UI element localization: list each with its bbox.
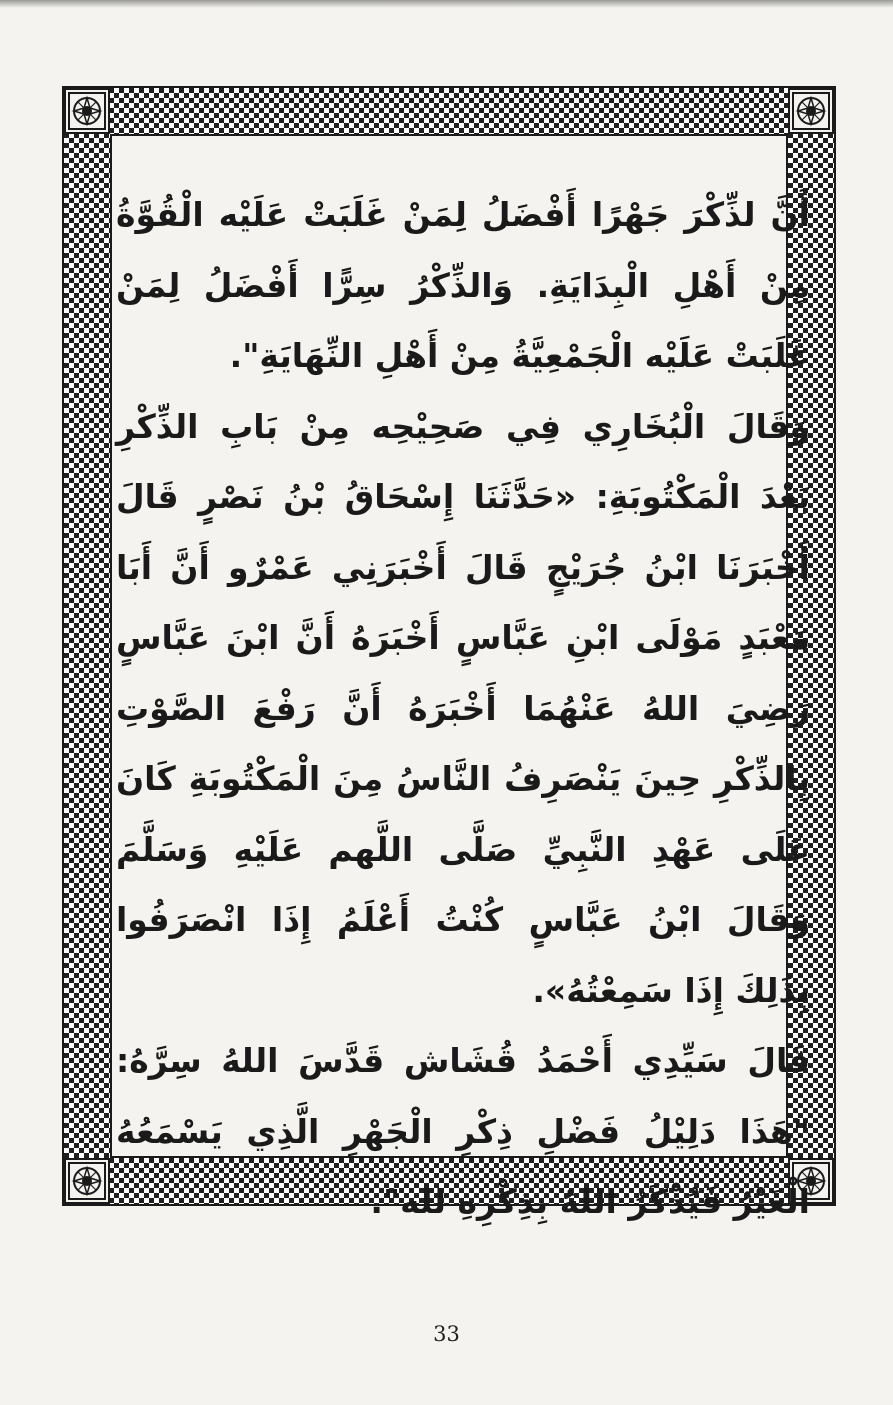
frame-border-top <box>64 88 834 134</box>
page-number: 33 <box>433 1322 460 1346</box>
frame-border-left <box>64 88 110 1204</box>
rosette-ornament-icon <box>64 88 110 134</box>
rosette-ornament-icon <box>64 1158 110 1204</box>
paragraph-2: وَقَالَ الْبُخَارِي فِي صَحِيْحِه مِنْ بَابِ الذِّكْرِ بَعْدَ الْمَكْتُوبَةِ: «حَدَّثَنَا إِسْحَاقُ بْنُ نَصْرٍ قَالَ أَخْبَرَنَا ابْنُ جُرَيْجٍ قَالَ أَخْبَرَنِي عَمْرٌو أَنَّ أَبَا مَعْبَدٍ مَوْلَى ابْنِ عَبَّاسٍ أَخْبَرَهُ أَنَّ ابْنَ عَبَّاسٍ رَضِيَ اللهُ عَنْهُمَا أَخْبَرَهُ أَنَّ رَفْعَ الصَّوْتِ بِالذِّكْرِ حِينَ يَنْصَرِفُ النَّاسُ مِنَ الْمَكْتُوبَةِ كَانَ عَلَى عَهْدِ النَّبِيِّ صَلَّى اللَّهم عَلَيْهِ وَسَلَّمَ وَقَالَ ابْنُ عَبَّاسٍ كُنْتُ أَعْلَمُ إِذَا انْصَرَفُوا بِذَلِكَ إِذَا سَمِعْتُهُ». <box>116 406 810 1010</box>
scan-edge-shadow <box>0 0 893 8</box>
body-text <box>116 180 810 1238</box>
paragraph-1: أَنَّ لذِّكْرَ جَهْرًا أَفْضَلُ لِمَنْ غَلَبَتْ عَلَيْه الْقُوَّةُ مِنْ أَهْلِ الْبِدَايَةِ. وَالذِّكْرُ سِرًّا أَفْضَلُ لِمَنْ غَلَبَتْ عَلَيْه الْجَمْعِيَّةُ مِنْ أَهْلِ النِّهَايَةِ". <box>116 195 810 375</box>
rosette-ornament-icon <box>788 88 834 134</box>
paragraph-3: قَالَ سَيِّدِي أَحْمَدُ قُشَاش قَدَّسَ اللهُ سِرَّهُ: "هَذَا دَلِيْلُ فَضْلِ ذِكْرِ الْجَهْرِ الَّذِي يَسْمَعُهُ الْغَيْرُ فَيُذْكَرُ اللهُ بِذِكْرِهِ لله". <box>116 1041 810 1221</box>
